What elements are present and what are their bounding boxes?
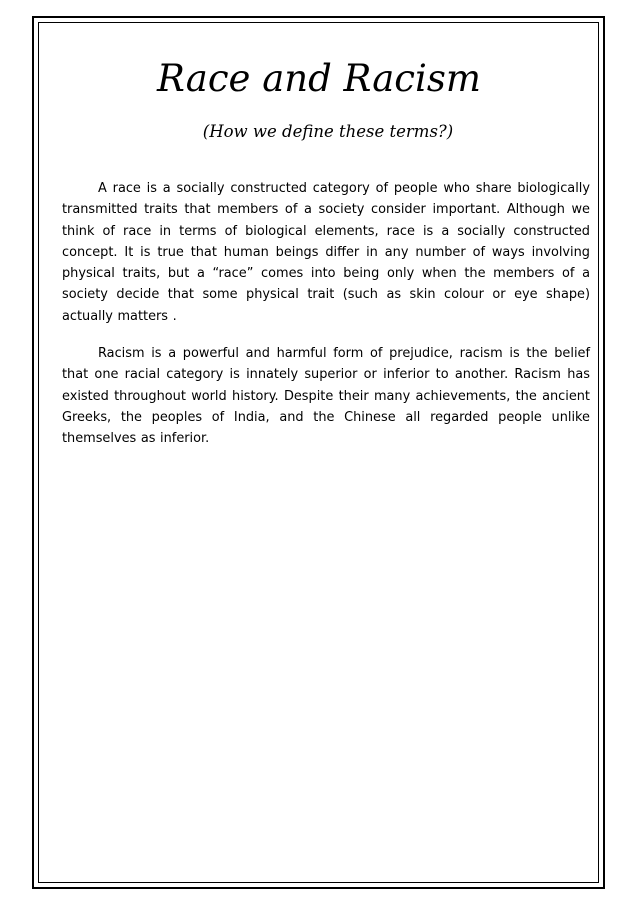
paragraph-racism-definition: Racism is a powerful and harmful form of prejudice, racism is the belief that one racial category is innately superior or inferior to another. Racism has existed throughout world history. Despite their many achievements, the ancient Greeks, the peoples of India, and the Chinese all regarded people unlike themselves as inferior. [62,346,590,447]
document-title: Race and Racism [157,57,481,100]
document-body [62,178,590,466]
paragraph-race-definition: A race is a socially constructed category of people who share biologically transmitted traits that members of a society consider important. Although we think of race in terms of biological elements, race is a socially constructed concept. It is true that human beings differ in any number of ways involving physical traits, but a “race” comes into being only when the members of a society decide that some physical trait (such as skin colour or eye shape) actually matters . [62,181,590,324]
document-subtitle: (How we define these terms?) [202,122,454,141]
